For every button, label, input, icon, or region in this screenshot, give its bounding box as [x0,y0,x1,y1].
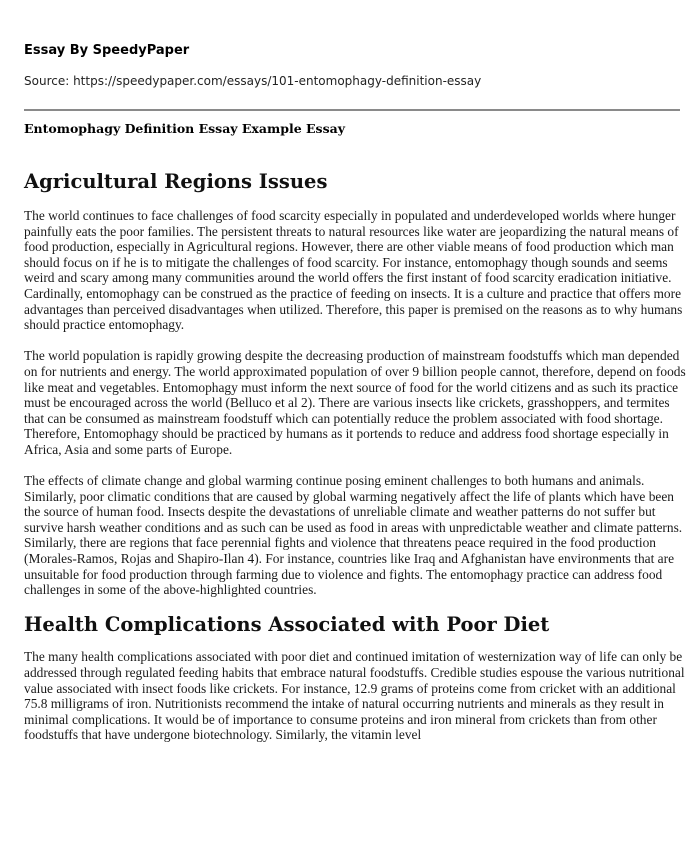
paragraph: The effects of climate change and global warming continue posing eminent challenges to both humans and animals. Similarly, poor climatic conditions that are caused by global warming negatively affect the life of plants which have been the source of human food. Insects despite the devastations of unreliable climate and weather patterns do not suffer but survive harsh weather conditions and as such can be used as food in areas with unpredictable weather and climate patterns. Similarly, there are regions that face perennial fights and violence that threatens peace required in the food production (Morales-Ramos, Rojas and Shapiro-Ilan 4). For instance, countries like Iraq and Afghanistan have environments that are unsuitable for food production through farming due to violence and fights. The entomophagy practice can address food challenges in some of the above-highlighted countries. [24,473,683,598]
essay-body [24,168,686,759]
section-heading-health: Health Complications Associated with Poor Diet [24,613,550,637]
brand-header: Essay By SpeedyPaper [24,43,190,58]
document-title: Entomophagy Definition Essay Example Essay [24,121,345,136]
section-heading-agricultural: Agricultural Regions Issues [24,170,328,193]
paragraph: The many health complications associated with poor diet and continued imitation of westernization way of life can only be addressed through regulated feeding habits that embrace natural foodstuffs. Credible studies espouse the various nutritional value associated with insect foods like crickets. For instance, 12.9 grams of proteins come from cricket with an additional 75.8 milligrams of iron. Nutritionists recommend the intake of natural occurring nutrients and minerals as they result in minimal complications. It would be of importance to consume proteins and iron mineral from crickets than from other foodstuffs that have undergone biotechnology. Similarly, the vitamin level [24,649,685,743]
header-divider [24,109,680,111]
paragraph: The world population is rapidly growing despite the decreasing production of mainstream foodstuffs which man depended on for nutrients and energy. The world approximated population of over 9 billion people cannot, therefore, depend on foods like meat and vegetables. Entomophagy must inform the next source of food for the world citizens and as such its practice must be encouraged across the world (Belluco et al 2). There are various insects like crickets, grasshoppers, and termites that can be consumed as mainstream foodstuff which can potentially reduce the problem associated with food shortage. Therefore, Entomophagy should be practiced by humans as it portends to reduce and address food shortage especially in Africa, Asia and some parts of Europe. [24,348,686,457]
source-line: Source: https://speedypaper.com/essays/101-entomophagy-definition-essay [24,74,482,88]
paragraph: The world continues to face challenges of food scarcity especially in populated and underdeveloped worlds where hunger painfully eats the poor families. The persistent threats to natural resources like water are jeopardizing the natural means of food production, especially in Agricultural regions. However, there are other viable means of food production which man should focus on if he is to mitigate the challenges of food scarcity. For instance, entomophagy though sounds and seems weird and scary among many communities around the world offers the first instant of food scarcity eradication initiative. Cardinally, entomophagy can be construed as the practice of feeding on insects. It is a culture and practice that offers more advantages than perceived disadvantages when utilized. Therefore, this paper is premised on the reasons as to why humans should practice entomophagy. [24,208,683,333]
